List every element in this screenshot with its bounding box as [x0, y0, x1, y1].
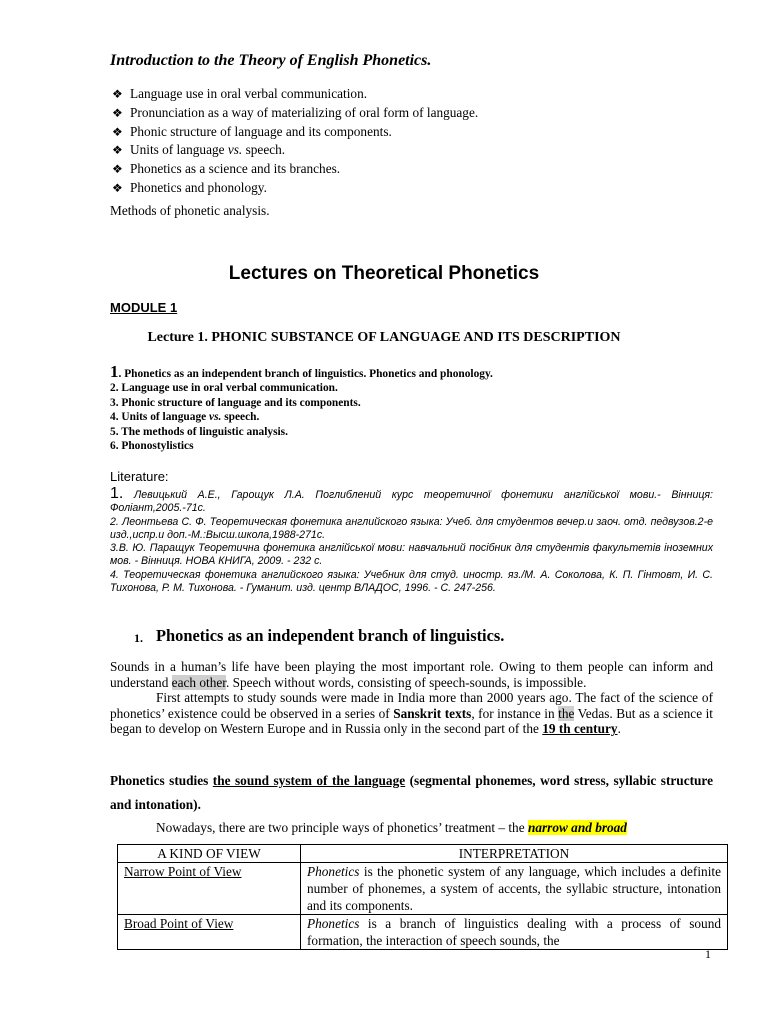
table-row	[118, 915, 728, 950]
intro-bullet-list	[112, 85, 478, 198]
highlighted-text: the	[558, 705, 575, 721]
diamond-bullet-icon: ❖	[112, 180, 123, 195]
section-title: Phonetics as an independent branch of linguistics.	[156, 626, 505, 645]
table-cell: Phonetics is the phonetic system of any language, which includes a definite number of phonemes, a system of accents, the syllabic structure, intonation and its components.	[301, 863, 728, 915]
column-header: A KIND OF VIEW	[118, 845, 301, 863]
diamond-bullet-icon: ❖	[112, 105, 123, 120]
list-item: 3.В. Ю. Паращук Теоретична фонетика англійської мови: навчальний посібник для студентів факультетів іноземних мов. - Вінниця. НОВА КНИГА, 2009. - 232 с.	[110, 542, 713, 568]
section-number: 1.	[134, 631, 143, 645]
highlighted-text: narrow and broad	[527, 820, 627, 835]
literature-label: Literature:	[110, 469, 169, 484]
page-number: 1	[705, 947, 711, 961]
list-item: ❖ Phonetics as a science and its branches.	[112, 160, 478, 179]
list-item: 4. Units of language vs. speech.	[110, 411, 260, 424]
lecture-title: Lecture 1. PHONIC SUBSTANCE OF LANGUAGE AND ITS DESCRIPTION	[147, 330, 621, 345]
methods-line: Methods of phonetic analysis.	[110, 203, 270, 218]
list-item: 5. The methods of linguistic analysis.	[110, 425, 288, 438]
list-item: 6. Phonostylistics	[110, 440, 194, 453]
body-paragraph: First attempts to study sounds were made in India more than 2000 years ago. The fact of the science of phonetics’ existence could be observed in a series of Sanskrit texts, for instance in the Vedas. But as a science it began to develop on Western Europe and in Russia only in the second part of the 19 th century.	[110, 690, 713, 737]
column-header: INTERPRETATION	[301, 845, 728, 863]
list-item: 1. Phonetics as an independent branch of linguistics. Phonetics and phonology.	[110, 362, 493, 381]
list-item: 2. Language use in oral verbal communication.	[110, 382, 338, 395]
table-header-row	[118, 845, 728, 863]
lectures-title: Lectures on Theoretical Phonetics	[228, 263, 540, 284]
nowadays-line: Nowadays, there are two principle ways of phonetics’ treatment – the narrow and broad	[156, 820, 627, 835]
studies-paragraph: Phonetics studies the sound system of the language (segmental phonemes, word stress, syllabic structure and intonation).	[110, 773, 713, 812]
table-cell: Narrow Point of View	[118, 863, 301, 915]
list-item: 1. Левицький А.Е., Гарощук Л.А. Поглиблений курс теоретичної фонетики англійської мови.- Вінниця: Фоліант,2005.-71с.	[110, 485, 713, 515]
highlighted-text: each other	[171, 674, 226, 690]
diamond-bullet-icon: ❖	[112, 87, 123, 101]
diamond-bullet-icon: ❖	[112, 124, 123, 139]
list-item: 4. Теоретическая фонетика английского языка: Учебник для студ. иностр. яз./М. А. Соколова, К. П. Гінтовт, И. С. Тихонова, Р. М. Тихонова. - Гуманит. изд. центр ВЛАДОС, 1996. - С. 247-256.	[110, 568, 713, 595]
list-item: ❖ Units of language vs. speech.	[112, 141, 478, 160]
list-item: ❖ Pronunciation as a way of materializing of oral form of language.	[112, 104, 478, 123]
list-item: ❖ Language use in oral verbal communication.	[112, 85, 478, 104]
intro-title: Introduction to the Theory of English Phonetics.	[110, 52, 432, 69]
body-paragraph: Sounds in a human’s life have been playing the most important role. Owing to them people can inform and understand each other. Speech without words, consisting of speech-sounds, is impossible. First attempts to study sounds were made in India more than 2000 years ago. The fact of the science of phonetics’ existence could be observed in a series of Sanskrit texts, for instance in the Vedas. But as a science it began to develop on Western Europe and in Russia only in the second part of the 19 th century.	[110, 659, 713, 737]
list-item: 3. Phonic structure of language and its components.	[110, 396, 361, 409]
table-row	[118, 863, 728, 915]
list-item: ❖ Phonetics and phonology.	[112, 179, 478, 198]
lecture-topics-list	[110, 362, 493, 453]
points-of-view-table	[117, 844, 728, 950]
diamond-bullet-icon: ❖	[112, 162, 123, 177]
list-item: 2. Леонтьева С. Ф. Теоретическая фонетика английского языка: Учеб. для студентов вечер.и заоч. отд. педвузов.2-е изд.,испр.и доп.-М.:Высш.школа,1988-271с.	[110, 515, 713, 541]
literature-list	[110, 487, 713, 595]
diamond-bullet-icon: ❖	[112, 143, 123, 158]
table-cell: Phonetics is a branch of linguistics dealing with a process of sound formation, the interaction of speech sounds, the	[301, 915, 728, 950]
list-item: ❖ Phonic structure of language and its components.	[112, 123, 478, 142]
module-heading: MODULE 1	[110, 300, 178, 315]
table-cell: Broad Point of View	[118, 915, 301, 950]
